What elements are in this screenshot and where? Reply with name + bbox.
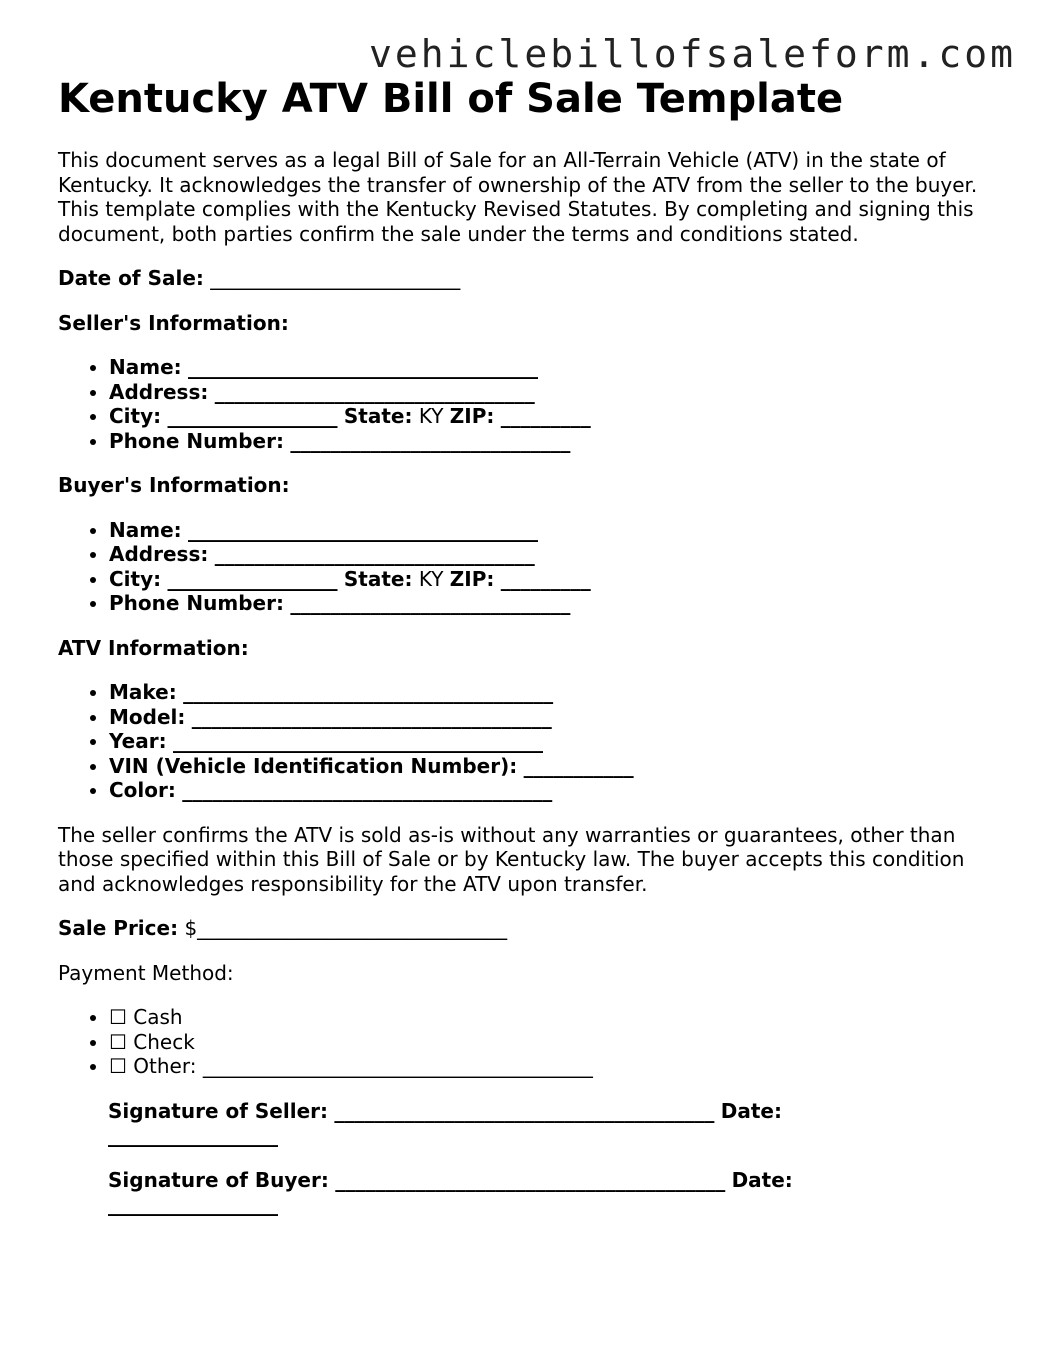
buyer-state-label: State:	[343, 566, 413, 591]
date-of-sale-blank[interactable]: _________________________	[210, 266, 461, 290]
buyer-phone-blank[interactable]: ____________________________	[290, 591, 571, 615]
document	[58, 74, 998, 1237]
atv-heading: ATV Information:	[58, 635, 249, 660]
payment-check[interactable]: • ☐ Check	[109, 1030, 998, 1055]
payment-method-list	[58, 1005, 998, 1079]
seller-date-blank[interactable]: _________________	[108, 1123, 278, 1147]
atv-make	[109, 680, 998, 705]
seller-address	[109, 380, 998, 405]
intro-paragraph: This document serves as a legal Bill of Sale for an All-Terrain Vehicle (ATV) in the state of Kentucky. It acknowledges the transfer of ownership of the ATV from the seller to the buyer. This template complies with the Kentucky Revised Statutes. By completing and signing this document, both parties confirm the sale under the terms and conditions stated.	[58, 148, 978, 246]
seller-name-blank[interactable]: ___________________________________	[188, 355, 538, 379]
buyer-signature-blank[interactable]: _______________________________________	[335, 1167, 726, 1192]
buyer-name-label: Name:	[109, 517, 182, 542]
atv-color-blank[interactable]: _____________________________________	[182, 778, 553, 802]
seller-zip-label: ZIP:	[449, 404, 495, 428]
watermark: vehiclebillofsaleform.com	[369, 32, 1016, 76]
atv-make-blank[interactable]: _____________________________________	[183, 680, 554, 704]
seller-phone-blank[interactable]: ____________________________	[290, 428, 571, 453]
atv-model-label: Model:	[109, 704, 186, 729]
atv-vin-blank[interactable]: ___________	[523, 753, 634, 778]
buyer-address-label: Address:	[109, 542, 209, 566]
date-of-sale-label: Date of Sale:	[58, 266, 204, 290]
seller-state-label: State:	[343, 404, 413, 428]
seller-heading: Seller's Information:	[58, 310, 289, 335]
atv-year-label: Year:	[109, 729, 167, 753]
seller-name	[109, 355, 998, 380]
buyer-name	[109, 518, 998, 543]
buyer-date-label: Date:	[731, 1167, 793, 1192]
seller-date-label: Date:	[720, 1098, 782, 1123]
buyer-heading: Buyer's Information:	[58, 473, 290, 497]
buyer-signature	[108, 1168, 888, 1217]
seller-address-blank[interactable]: ________________________________	[214, 379, 535, 404]
seller-phone	[109, 429, 998, 454]
seller-signature	[108, 1099, 888, 1148]
buyer-address	[109, 542, 998, 567]
atv-year	[109, 729, 998, 754]
atv-color-label: Color:	[109, 778, 176, 802]
seller-state-value: KY	[418, 404, 444, 428]
buyer-phone	[109, 591, 998, 616]
atv-vin-label: VIN (Vehicle Identification Number):	[109, 753, 518, 778]
payment-other[interactable]: • ☐ Other: _______________________________________	[109, 1054, 998, 1079]
atv-info-list	[58, 680, 998, 803]
buyer-name-blank[interactable]: ___________________________________	[188, 517, 538, 542]
buyer-address-blank[interactable]: ________________________________	[214, 542, 535, 566]
sale-price-label: Sale Price:	[58, 916, 179, 940]
sale-price	[58, 916, 998, 941]
seller-zip-blank[interactable]: _________	[500, 404, 591, 428]
seller-address-label: Address:	[109, 379, 209, 404]
buyer-state-value: KY	[418, 566, 444, 591]
seller-name-label: Name:	[109, 355, 182, 379]
seller-city-state-zip	[109, 404, 998, 429]
date-of-sale	[58, 266, 998, 291]
atv-vin	[109, 754, 998, 779]
buyer-city-state-zip	[109, 567, 998, 592]
atv-model	[109, 705, 998, 730]
buyer-city-label: City:	[109, 566, 162, 591]
atv-year-blank[interactable]: _____________________________________	[172, 729, 543, 753]
payment-method-heading: Payment Method:	[58, 960, 234, 985]
buyer-zip-label: ZIP:	[449, 566, 495, 591]
buyer-city-blank[interactable]: _________________	[167, 566, 338, 591]
buyer-phone-label: Phone Number:	[109, 591, 284, 615]
atv-make-label: Make:	[109, 680, 177, 704]
seller-signature-label: Signature of Seller:	[108, 1098, 329, 1123]
seller-city-blank[interactable]: _________________	[167, 404, 338, 428]
as-is-paragraph: The seller confirms the ATV is sold as-is without any warranties or guarantees, other than those specified within this Bill of Sale or by Kentucky law. The buyer accepts this condition and acknowledges responsibility for the ATV upon transfer.	[58, 822, 965, 896]
buyer-date-blank[interactable]: _________________	[108, 1192, 278, 1216]
seller-city-label: City:	[109, 404, 162, 428]
atv-model-blank[interactable]: ____________________________________	[191, 704, 552, 729]
sale-price-blank[interactable]: $_______________________________	[184, 916, 508, 940]
seller-phone-label: Phone Number:	[109, 428, 284, 453]
atv-color	[109, 778, 998, 803]
seller-info-list	[58, 355, 998, 453]
payment-cash[interactable]: • ☐ Cash	[109, 1005, 998, 1030]
buyer-info-list	[58, 518, 998, 616]
buyer-zip-blank[interactable]: _________	[500, 566, 591, 591]
page-title: Kentucky ATV Bill of Sale Template	[58, 76, 844, 122]
seller-signature-blank[interactable]: ______________________________________	[334, 1098, 715, 1123]
buyer-signature-label: Signature of Buyer:	[108, 1167, 329, 1192]
